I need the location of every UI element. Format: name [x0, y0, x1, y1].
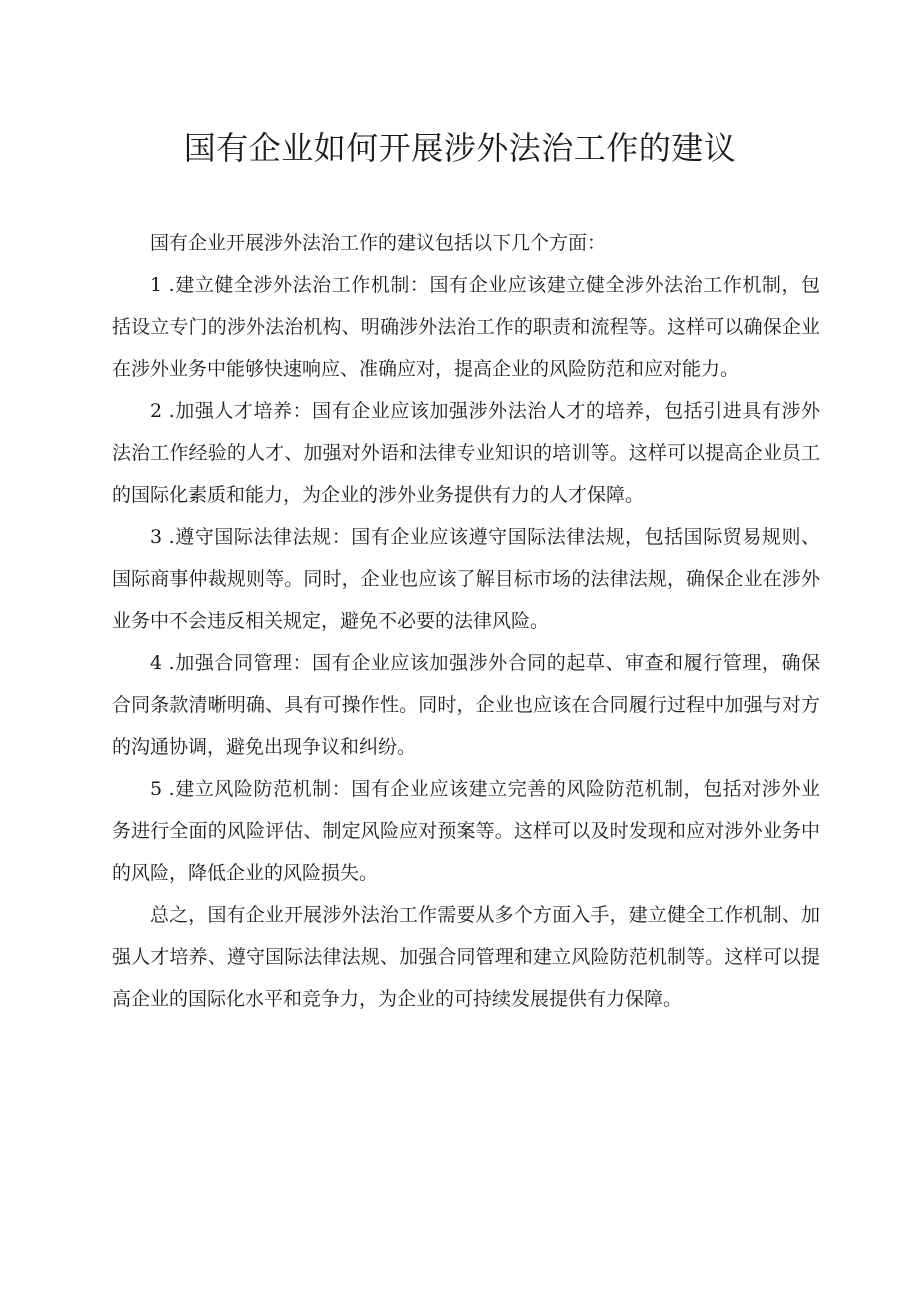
item-paragraph-1: 1 .建立健全涉外法治工作机制：国有企业应该建立健全涉外法治工作机制，包括设立专门的涉外法治机构、明确涉外法治工作的职责和流程等。这样可以确保企业在涉外业务中能够快速响应、准确应对，提高企业的风险防范和应对能力。	[112, 274, 820, 380]
item-paragraph-2: 2 .加强人才培养：国有企业应该加强涉外法治人才的培养，包括引进具有涉外法治工作经验的人才、加强对外语和法律专业知识的培训等。这样可以提高企业员工的国际化素质和能力，为企业的涉外业务提供有力的人才保障。	[112, 400, 820, 506]
intro-paragraph: 国有企业开展涉外法治工作的建议包括以下几个方面：	[150, 232, 607, 254]
document-body	[112, 222, 820, 1020]
item-paragraph-4: 4 .加强合同管理：国有企业应该加强涉外合同的起草、审查和履行管理，确保合同条款清晰明确、具有可操作性。同时，企业也应该在合同履行过程中加强与对方的沟通协调，避免出现争议和纠纷。	[112, 652, 820, 758]
item-paragraph-5: 5 .建立风险防范机制：国有企业应该建立完善的风险防范机制，包括对涉外业务进行全面的风险评估、制定风险应对预案等。这样可以及时发现和应对涉外业务中的风险，降低企业的风险损失。	[112, 778, 820, 884]
conclusion-paragraph: 总之，国有企业开展涉外法治工作需要从多个方面入手，建立健全工作机制、加强人才培养、遵守国际法律法规、加强合同管理和建立风险防范机制等。这样可以提高企业的国际化水平和竞争力，为企业的可持续发展提供有力保障。	[112, 904, 820, 1010]
document-title: 国有企业如何开展涉外法治工作的建议	[183, 129, 737, 167]
item-paragraph-3: 3 .遵守国际法律法规：国有企业应该遵守国际法律法规，包括国际贸易规则、国际商事仲裁规则等。同时，企业也应该了解目标市场的法律法规，确保企业在涉外业务中不会违反相关规定，避免不必要的法律风险。	[112, 526, 820, 632]
